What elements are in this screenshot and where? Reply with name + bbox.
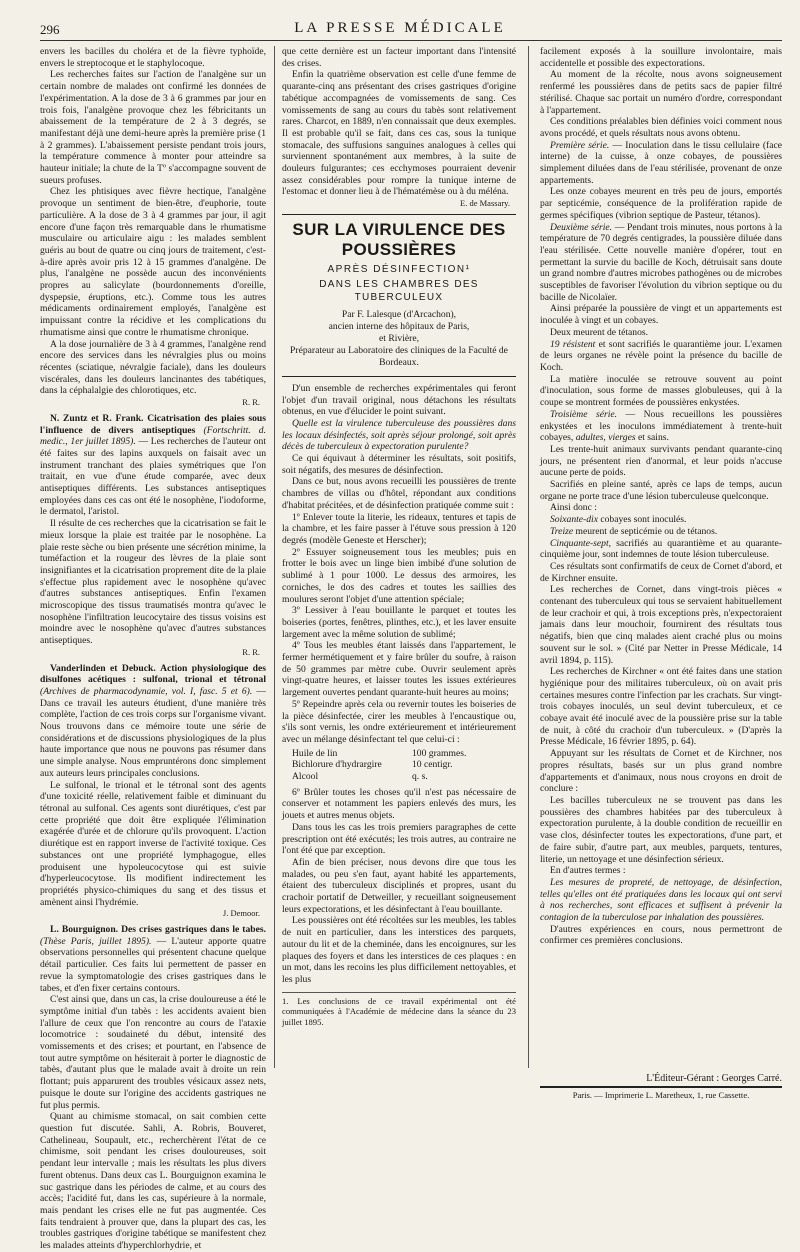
paragraph: La matière inoculée se retrouve souvent au point d'inoculation, sous forme de masses globuleuses, qui à la coupe se montrent formées de poussières enkystées. [540,373,782,409]
formula-row: Bichlorure d'hydrargire 10 centigr. [292,759,453,771]
review-reference: (Fortschritt. d. medic., 1er juillet 1895). [40,424,266,448]
paragraph: Au moment de la récolte, nous avons soigneusement renfermé les poussières dans de petits sacs de papier filtré stérilisé. Chaque sac portait un numéro d'ordre, correspondant à l'appartement. [540,69,782,116]
paragraph: D'un ensemble de recherches expérimentales qui feront l'objet d'un travail original, nous détachons les résultats obtenus, en vue d'élucider le point suivant. [282,382,516,418]
author-line: et Rivière, [379,332,419,344]
paragraph: Dans ce but, nous avons recueilli les poussières de trente chambres de villas ou d'hôtel, répondant aux conditions d'habitat précitées, et de désinfection pratiquée comme suit : [282,476,516,511]
paragraph: Dans tous les cas les trois premiers paragraphes de cette prescription ont été exécutés; les trois autres, au contraire ne l'ont été que par exception. [282,821,516,857]
review-reference: (Thèse Paris, juillet 1895). [40,935,152,947]
paragraph: Il résulte de ces recherches que la cicatrisation se fait le mieux lorsque la plaie est traitée par le nosophène. La plaie reste sèche ou bien présente une sécrétion minime, la tuméfaction et la rougeur des lèvres de la plaie sont insignifiantes et la cicatrisation proprement dite de la plaie s'effectue plus rapidement avec le nosophène qu'avec d'autres substances antiseptiques. Enfin l'examen microscopique des tissus traumatisés montra qu'avec le nosophène l'infiltration leucocytaire des tissus voisins est moindre avec le nosophène qu'avec d'autres substances antiseptiques. [40,518,266,647]
review-reference: (Archives de pharmacodynamie, vol. I, fasc. 5 et 6). [40,685,253,697]
paragraph: Afin de bien préciser, nous devons dire que tous les malades, ou peu s'en faut, ayant habité les appartements, étaient des tuberculeux disciplinés et propres, usant du crachoir portatif de Detweiller, y recueillant soigneusement leurs expectorations, et les désinfectant à l'eau bouillante. [282,856,516,915]
footnote: 1. Les conclusions de ce travail expérimental ont été communiquées à l'Académie de médecine dans la séance du 23 juillet 1895. [282,992,516,1028]
protocol-step: 2º Essuyer soigneusement tous les meubles; puis en frotter le bois avec un linge bien imbibé d'une solution de sublimé à 1 pour 1000. Le dessus des armoires, les corniches, le dos des cadres et toutes les saillies des moulures seront l'objet d'une attention spéciale; [282,546,516,605]
review-body: — L'auteur apporte quatre observations personnelles qui présentent chacune quelque détail particulier. Ces faits lui permettent de passer en revue la symptomatologie des crises gastriques dans le tabes, et d'en fixer certains contours. [40,935,266,994]
paragraph: C'est ainsi que, dans un cas, la crise douloureuse a été le symptôme initial d'un tabès : les accidents avaient bien l'allure de ceux que l'on rencontre au cours de l'ataxie locomotrice : soudaineté du début, intensité des vomissements et des crises; et pourtant, en l'absence de tout autre symptôme on hésiterait à porter le diagnostic de tabès, d'autant plus que le malade avait à droite un rein flottant; puis apparurent des troubles vésicaux assez nets, puisque le doute sur l'origine des accidents gastriques ne fut plus permis. [40,994,266,1111]
signature: J. Demoor. [222,908,260,919]
article-heading [282,214,516,377]
column-divider [528,46,529,1068]
printer-credit: Paris. — Imprimerie L. Maretheux, 1, rue Cassette. [572,1090,750,1100]
series-label: Troisième série. [550,408,618,420]
paragraph: Enfin la quatrième observation est celle d'une femme de quarante-cinq ans présentant des crises gastriques d'origine tabétique accompagnées de vomissements de sang. Ces vomissements de sang au cours du tabès sont relativement rares. Charcot, en 1889, n'en connaissait que deux exemples. Il est probable qu'il se fait, dans ces cas, sous la tunique stomacale, des suffusions sanguines analogues à celles qui surviennent spontanément aux membres, à la suite de douleurs fulgurantes; ces ecchymoses pourraient devenir assez considérables pour rompre la tunique interne de l'estomac et donner lieu à de l'hématémèse ou à du méléna. [282,69,516,198]
review-entry [40,924,266,994]
paragraph: Treize meurent de septicémie ou de tétanos. [550,525,718,537]
paragraph: Les recherches faites sur l'action de l'analgène sur un certain nombre de malades ont confirmé les données de l'expérimentation. A la dose de 3 à 6 grammes par jour en trois fois, l'analgène provoque chez les fébricitants un abaissement de la température de 2 à 3 degrés, se manifestant déjà une demi-heure après la première prise (1 à 2 grammes). L'abaissement persiste pendant trois jours, la température commence à monter pour atteindre sa hauteur initiale; la chute de la Tº s'accompagne souvent de sueurs profuses. [40,69,266,186]
paragraph: Quant au chimisme stomacal, on sait combien cette question fut discutée. Sahli, A. Robris, Bouveret, Cathelineau, Soupault, etc., recherchèrent l'état de ce chimisme, soit pendant les crises douloureuses, soit pendant leur intervalle ; mais les résultats les plus divers furent obtenus. Dans deux cas L. Bourguignon examina le suc gastrique dans les périodes de calme, et au cours des accès; l'acidité fut, dans les cas, supérieure à la normale, mais pendant les crises elle ne fut pas augmentée. Ces faits tendraient à prouver que, dans la plupart des cas, les troubles gastriques d'origine tabétique se manifestent chez les malades atteints d'hyperchlorhydrie, et [40,1111,266,1252]
paragraph: Les recherches de Kirchner « ont été faites dans une station hygiénique pour des militaires tuberculeux, où on avait pris certaines mesures contre l'infection par les crachats. Sur vingt-trois cobayes inoculés, un seul devint tuberculeux, et ce cobaye avait été inoculé avec de la poussière prise sur la table de nuit, à côté du crachoir d'un tuberculeux. » (D'après la Presse Médicale, 16 février 1895, p. 64). [540,666,782,748]
column-1 [40,46,267,1252]
formula-row: Huile de lin 100 grammes. [292,747,467,759]
column-2 [282,46,516,1068]
paragraph: facilement exposés à la souillure involontaire, mais accidentelle et possible des expectorations. [540,46,782,69]
protocol-step: 5º Repeindre après cela ou revernir toutes les boiseries de la pièce désinfectée, cirer les meubles à l'encaustique ou, s'ils sont vernis, les ondre extérieurement et intérieurement avec un mélange désinfectant tel que celui-ci : [282,698,516,745]
article-subtitle-2: DANS LES CHAMBRES DES TUBERCULEUX [319,278,479,303]
paragraph: Cinquante-sept, sacrifiés au quarantième et au quarante-cinquième jour, sont indemnes de toute lésion tuberculeuse. [540,537,782,561]
paragraph: Ainsi préparée la poussière de vingt et un appartements est inoculée à vingt et un cobayes. [540,303,782,327]
author-line: Par F. Lalesque (d'Arcachon), [341,308,457,320]
review-authors: N. Zuntz et R. Frank. [50,412,144,424]
author-role: ancien interne des hôpitaux de Paris, [328,320,470,332]
paragraph: Ainsi donc : [550,502,597,514]
column-divider [274,46,275,1068]
review-authors: L. Bourguignon. [50,924,119,936]
paragraph: Sacrifiés en pleine santé, après ce laps de temps, aucun organe ne porte trace d'une lésion tuberculeuse quelconque. [540,479,782,502]
review-entry [40,413,266,518]
protocol-step: 1º Enlever toute la literie, les rideaux, tentures et tapis de la chambre, et les faire passer à l'étuve sous pression à 120 degrés (modèle Geneste et Herscher); [282,511,516,546]
paragraph: Les onze cobayes meurent en très peu de jours, emportés par septicémie, conséquence de la prolifération rapide de germes spécifiques (vibrion septique de Pasteur, tétanos). [540,186,782,221]
page-number: 296 [40,22,60,37]
page-header [0,0,800,40]
signature: R. R. [242,646,260,657]
paragraph: En d'autres termes : [550,865,626,877]
series-label: Deuxième série. [550,221,613,233]
paragraph: Ces résultats sont confirmatifs de ceux de Cornet d'abord, et de Kirchner ensuite. [540,560,782,584]
review-title: Des crises gastriques dans le tabes. [121,924,266,936]
paragraph: Ces conditions préalables bien définies voici comment nous avons procédé, et quels résultats nous avons obtenu. [540,116,782,139]
protocol-step: 3º Lessiver à l'eau bouillante le parquet et toutes les boiseries (portes, fenêtres, plinthes, etc.), et les laver ensuite largement avec la même solution de sublimé; [282,605,516,640]
footer-rule [540,1086,782,1088]
paragraph: Ce qui équivaut à déterminer les résultats, soit positifs, soit négatifs, des mesures de désinfection. [282,453,516,476]
editor-credit: L'Éditeur-Gérant : Georges Carré. [646,1073,782,1084]
series-label: Première série. [550,139,610,151]
column-3 [540,46,782,1068]
review-entry [40,663,266,780]
journal-title: LA PRESSE MÉDICALE [294,20,506,36]
paragraph: D'autres expériences en cours, nous permettront de confirmer ces premières conclusions. [540,923,782,947]
paragraph: Les poussières ont été récoltées sur les meubles, les tables de nuit en particulier, dans les interstices des parquets, autour du lit et de la cheminée, dans les encoignures, sur les plaques des foyers et dans les interstices de ces plaques : en un mot, dans les recoins les plus difficilement nettoyables, et les plus [282,915,516,985]
research-question: Quelle est la virulence tuberculeuse des poussières dans les locaux désinfectés, soit après séjour prolongé, soit après décès de tuberculeux à expectoration purulente? [282,417,516,453]
paragraph: Les recherches de Cornet, dans vingt-trois pièces « contenant des tuberculeux qui tous se servaient habituellement de leur crachoir et qui, à trois exceptions près, n'expectoraient jamais dans leur mouchoir, fournirent des résultats tous négatifs, bien que cinq malades aient craché plus ou moins souvent sur le sol. » (Cité par Netter in Presse Médicale, 14 avril 1894, p. 115). [540,584,782,666]
review-authors: Vanderlinden et Debuck. [50,662,156,674]
article-title: SUR LA VIRULENCE DES POUSSIÈRES [292,219,506,259]
series-paragraph: Troisième série. — Nous recueillons les poussières enkystées et les inoculons immédiatement à trente-huit cobayes, adultes, vierges et sains. [540,408,782,444]
signature: E. de Massary. [460,198,510,209]
paragraph: 19 résistent et sont sacrifiés le quarantième jour. L'examen de leurs organes ne révèle point la présence du bacille de Koch. [540,338,782,373]
series-paragraph: Deuxième série. — Pendant trois minutes, nous portons à la température de 70 degrés centigrades, la poussière diluée dans l'eau stérilisée. Cette nouvelle manière d'opérer, tout en permettant la survie du bacille de Koch, détruisait sans doute un grand nombre d'autres microbes pathogènes ou de microbes susceptibles de favoriser l'évolution du vibrion septique ou du bacille de Nicolaïer. [540,221,782,303]
paragraph: A la dose journalière de 3 à 4 grammes, l'analgène rend encore des services dans les névralgies plus ou moins récentes (sciatique, névralgie faciale), dans les douleurs viscérales, dans les douleurs lancinantes des tabétiques, dans la céphalalgie des chlorotiques, etc. [40,338,266,397]
paragraph: Les trente-huit animaux survivants pendant quarante-cinq jours, ne présentent rien d'anormal, et leur poids n'accuse aucune perte de poids. [540,443,782,479]
paragraph: Soixante-dix cobayes sont inoculés. [550,514,687,526]
series-paragraph: Première série. — Inoculation dans le tissu cellulaire (face interne) de la cuisse, à onze cobayes, de poussières simplement diluées dans de l'eau stérilisée, provenant de onze appartements. [540,139,782,186]
formula-row: Alcool q. s. [292,771,428,783]
paragraph: que cette dernière est un facteur important dans l'intensité des crises. [282,46,516,69]
header-rule [40,40,782,41]
protocol-step: 4º Tous les meubles étant laissés dans l'appartement, le fermer hermétiquement et y faire brûler du soufre, à raison de 50 grammes par mètre cube. Ouvrir seulement après vingt-quatre heures, et laisser toutes les issues extérieures largement ouvertes pendant quarante-huit heures au moins; [282,640,516,699]
review-body: — Dans ce travail les auteurs étudient, d'une manière très complète, l'action de ces trois corps sur l'organisme vivant. Nous trouvons dans ce mémoire toute une série de considérations et de discussions physiologiques de la plus haute importance que nous ne pouvons pas résumer dans une simple analyse. Nous empruntérons donc simplement aux auteurs leurs principales conclusions. [40,685,267,779]
signature: R. R. [242,397,260,408]
review-title: Cicatrisation des plaies sous l'influence de divers antiseptiques [40,412,266,436]
author-role: Préparateur au Laboratoire des cliniques de la Faculté de Bordeaux. [290,344,508,368]
formula-list [292,748,516,783]
paragraph: envers les bacilles du choléra et de la fièvre typhoïde, envers le streptocoque et le staphylocoque. [40,46,266,69]
paragraph: Chez les phtisiques avec fièvre hectique, l'analgène provoque un sentiment de bien-être, d'euphorie, toute particulière. A la dose de 3 à 4 grammes par jour, il agit encore d'une façon très remarquable dans le rhumatisme musculaire ou articulaire aigu : les malades semblent guéris au bout de quatre ou cinq jours de traitement, c'est-à-dire après avoir pris 12 à 15 grammes d'analgène. De plus, l'analgène ne possède aucun des inconvénients propres au salicylate (bourdonnements d'oreille, dyspepsie, éruptions, etc.). Comme tous les autres médicaments ordinairement employés, l'analgène est impuissant contre la récidive et les complications du rhumatisme ainsi que contre le rhumatisme chronique. [40,186,266,338]
paragraph: Appuyant sur les résultats de Cornet et de Kirchner, nos propres résultats, basés sur un plus grand nombre d'appartements et d'animaux, nous nous croyons en droit de conclure : [540,748,782,795]
paragraph: Deux meurent de tétanos. [550,326,649,338]
article-subtitle: APRÈS DÉSINFECTION¹ [327,263,471,275]
paragraph: Les bacilles tuberculeux ne se trouvent pas dans les poussières des chambres habitées par des tuberculeux à expectoration purulente, à la double condition de recueillir en vase clos, désinfecter toutes les expectorations, d'une part, et de faire subir, d'autre part, aux meubles, parquets, tentures, literie, un nettoyage et une désinfection sérieux. [540,795,782,865]
protocol-step: 6º Brûler toutes les choses qu'il n'est pas nécessaire de conserver et notamment les papiers enlevés des murs, les jouets et autres menus objets. [282,786,516,822]
review-title: Action physiologique des disulfones acétiques : sulfonal, trional et tétronal [40,662,266,686]
review-body: — Les recherches de l'auteur ont été faites sur des lapins auxquels on faisait avec un instrument tranchant des plaies symétriques que l'on traitait, en vue d'une étude comparée, avec deux antiseptiques différents. Les substances antiseptiques employées dans ces cas ont été le nosophène, l'iodoforme, le dermatol, l'aristol. [40,436,267,518]
conclusion: Les mesures de propreté, de nettoyage, de désinfection, telles qu'elles ont été pratiquées dans les locaux qui ont servi à nos recherches, sont efficaces et suffisent à prévenir la contagion de la tuberculose par inhalation des poussières. [540,876,782,924]
paragraph: Le sulfonal, le trional et le tétronal sont des agents d'une toxicité réelle, relativement faible et diminuant du tétronal au sulfonal. Ces agents sont diurétiques, c'est par cette propriété que doit être expliquée l'élimination exagérée d'urée et de chlorure qu'ils provoquent. L'action diurétique est en rapport inverse de l'activité toxique. Ces substances ont une propriété lymphagogue, elles produisent une hypoleucocytose qui est suivie d'hyperleucocytose. Ils modifient indirectement les propriétés physico-chimiques du sang et des tissus et amènent ainsi l'hydrémie. [40,779,266,908]
